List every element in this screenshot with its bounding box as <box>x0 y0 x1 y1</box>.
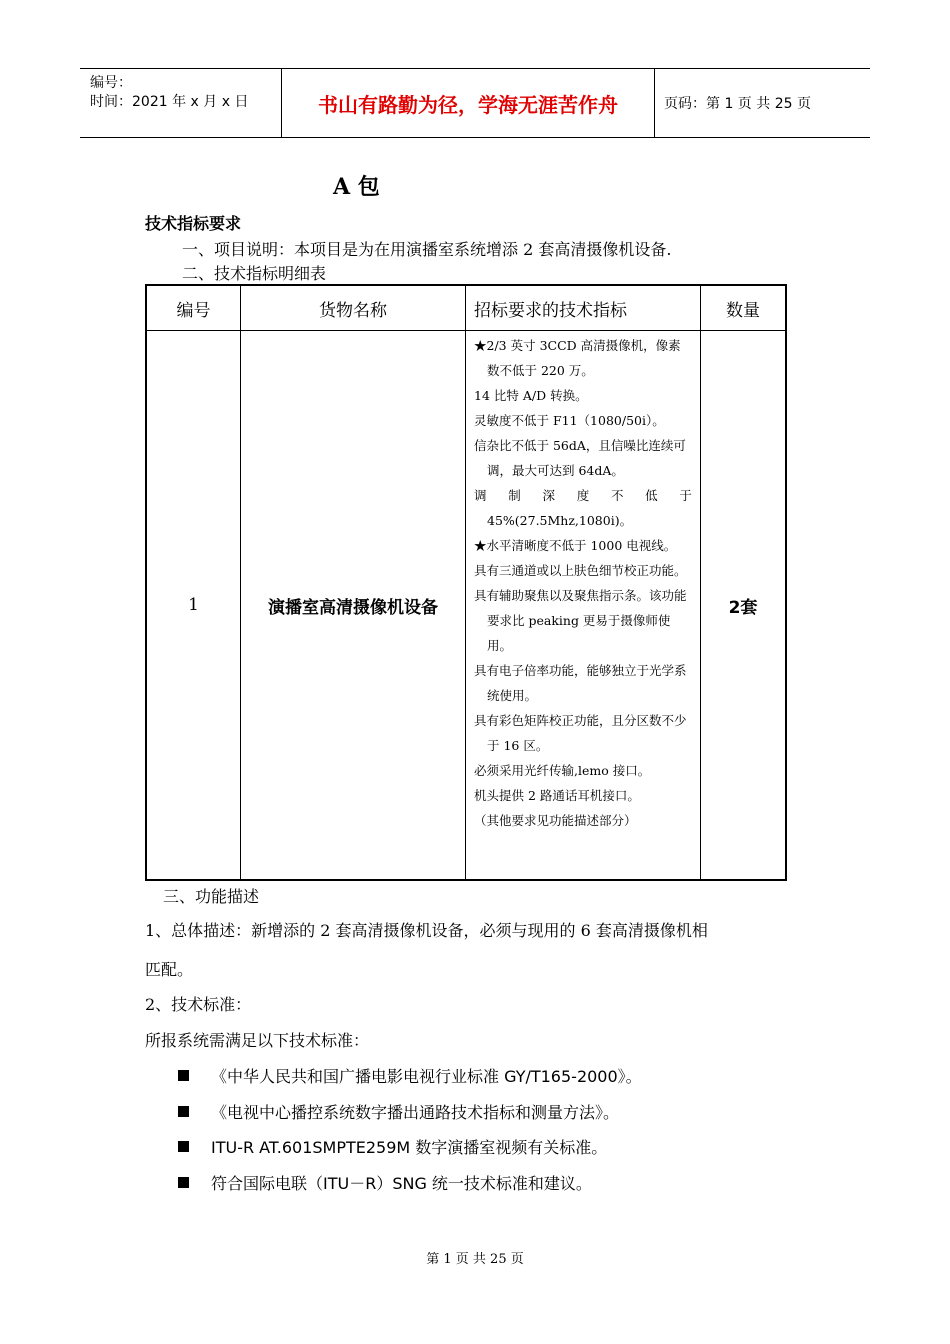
standard-item: 《中华人民共和国广播电影电视行业标准 GY/T165-2000》。 <box>178 1064 642 1087</box>
spec-line: （其他要求见功能描述部分） <box>474 813 637 828</box>
intro-line-2: 二、技术指标明细表 <box>182 264 327 283</box>
col-header-number: 编号 <box>146 285 241 331</box>
standard-item: 《电视中心播控系统数字播出通路技术指标和测量方法》。 <box>178 1100 619 1123</box>
para-3: 所报系统需满足以下技术标准： <box>145 1031 370 1050</box>
page-header <box>80 68 870 138</box>
section3-title: 三、功能描述 <box>163 887 260 906</box>
col-header-specs: 招标要求的技术指标 <box>466 285 701 331</box>
table-row <box>146 331 786 881</box>
header-page-info: 页码：第 1 页 共 25 页 <box>664 96 811 112</box>
spec-line: 具有辅助聚焦以及聚焦指示条。该功能要求比 peaking 更易于摄像师使用。 <box>474 588 687 653</box>
page-footer: 第 1 页 共 25 页 <box>426 1252 524 1267</box>
intro-line-1: 一、项目说明：本项目是为在用演播室系统增添 2 套高清摄像机设备. <box>182 240 672 259</box>
spec-line: 具有彩色矩阵校正功能，且分区数不少于 16 区。 <box>474 713 687 753</box>
bullet-square-icon <box>178 1177 189 1188</box>
spec-line: ★2/3 英寸 3CCD 高清摄像机，像素数不低于 220 万。 <box>474 338 681 378</box>
standard-item: 符合国际电联（ITU－R）SNG 统一技术标准和建议。 <box>178 1171 592 1194</box>
row-number: 1 <box>146 331 241 881</box>
time-label: 时间：2021 年 x 月 x 日 <box>90 94 249 110</box>
header-meta <box>80 69 280 137</box>
row-quantity: 2套 <box>701 331 787 881</box>
section-title: 技术指标要求 <box>145 214 242 233</box>
spec-table <box>145 284 787 881</box>
spec-line: 具有电子倍率功能，能够独立于光学系统使用。 <box>474 663 687 703</box>
number-label: 编号： <box>90 75 132 91</box>
col-header-name: 货物名称 <box>241 285 466 331</box>
spec-line: 具有三通道或以上肤色细节校正功能。 <box>474 563 687 578</box>
spec-line: 45%(27.5Mhz,1080i)。 <box>487 513 633 528</box>
spec-line: 机头提供 2 路通话耳机接口。 <box>474 788 640 803</box>
row-specs <box>466 331 701 881</box>
bullet-square-icon <box>178 1070 189 1081</box>
para-1-line-2: 匹配。 <box>145 960 194 979</box>
row-item-name: 演播室高清摄像机设备 <box>241 331 466 881</box>
spec-line-justified: 调 制 深 度 不 低 于 <box>474 488 692 503</box>
para-2: 2、技术标准： <box>145 995 252 1014</box>
spec-line: 必须采用光纤传输,lemo 接口。 <box>474 763 651 778</box>
package-title: A 包 <box>333 174 380 200</box>
spec-line: ★水平清晰度不低于 1000 电视线。 <box>474 538 677 553</box>
bullet-square-icon <box>178 1106 189 1117</box>
spec-line: 14 比特 A/D 转换。 <box>474 388 588 403</box>
table-header-row <box>146 285 786 331</box>
col-header-quantity: 数量 <box>701 285 787 331</box>
header-motto: 书山有路勤为径，学海无涯苦作舟 <box>281 69 655 137</box>
para-1-line-1: 1、总体描述：新增添的 2 套高清摄像机设备，必须与现用的 6 套高清摄像机相 <box>145 921 708 940</box>
bullet-square-icon <box>178 1141 189 1152</box>
spec-line: 信杂比不低于 56dA，且信噪比连续可调，最大可达到 64dA。 <box>474 438 686 478</box>
spec-line: 灵敏度不低于 F11（1080/50i）。 <box>474 413 665 428</box>
standard-item: ITU-R AT.601SMPTE259M 数字演播室视频有关标准。 <box>178 1135 607 1158</box>
